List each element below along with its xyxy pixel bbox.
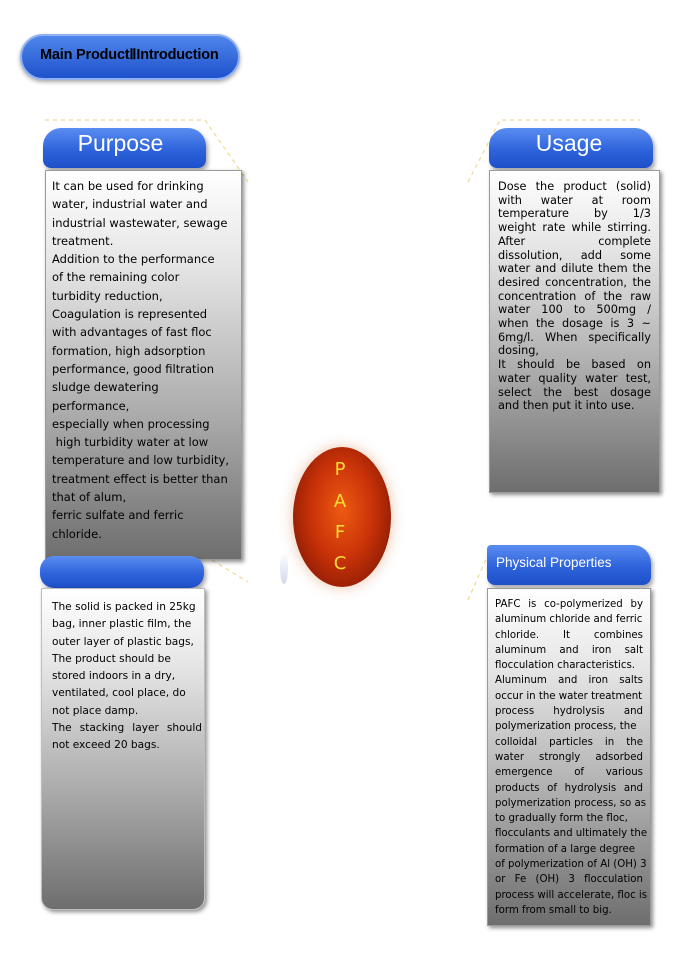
usage-box bbox=[489, 170, 660, 493]
physical-heading: Physical Properties bbox=[496, 555, 612, 570]
physical-box bbox=[487, 588, 651, 926]
pafc-letter-c: C bbox=[333, 553, 347, 574]
storage-text: The solid is packed in 25kg bag, inner plastic film, the outer layer of plastic bags, The product should be stored indoors in a dry, ventilated, cool place, do not place damp. The stacking layer should not exceed 20 bags. bbox=[52, 601, 202, 752]
storage-header bbox=[40, 556, 204, 588]
pafc-letter-p: P bbox=[334, 459, 346, 480]
pafc-letter-a: A bbox=[333, 491, 347, 512]
pafc-emblem bbox=[293, 447, 391, 587]
purpose-heading: Purpose bbox=[77, 130, 164, 156]
purpose-box bbox=[45, 170, 242, 560]
pafc-letter-f: F bbox=[334, 522, 346, 543]
usage-text: Dose the product (solid) with water at room temperature by 1/3 weight rate while stirring. After complete dissolution, add some water and dilute them the desired concentration, the concentration of the raw water 100 to 500mg / when the dosage is 3 ~ 6mg/l. When specifically dosing, It should be based on water quality water test, select the best dosage and then put it into use. bbox=[498, 180, 651, 413]
storage-box bbox=[41, 588, 205, 910]
physical-text: PAFC is co-polymerized by aluminum chloride and ferric chloride. It combines aluminum and iron salt flocculation characteristics. Aluminum and iron salts occur in the water treatment process hydrolysis and polymerization process, the colloidal particles in the water strongly adsorbed emergence of various products of hydrolysis and polymerization process, so as to gradually form the floc, flocculants and ultimately the formation of a large degree of polymerization of Al (OH) 3 or Fe (OH) 3 flocculation process will accelerate, floc is form from small to big. bbox=[495, 599, 648, 916]
physical-header bbox=[487, 545, 651, 585]
purpose-text: It can be used for drinking water, industrial water and industrial wastewater, sewage treatment. Addition to the performance of the remaining color turbidity reduction, Coagulation is represented with advantages of fast floc formation, high adsorption performance, good filtration sludge dewatering performance, especially when processing high turbidity water at low temperature and low turbidity, treatment effect is better than that of alum, ferric sulfate and ferric chloride. bbox=[52, 179, 230, 541]
emblem-reflection bbox=[280, 552, 288, 584]
page-title: Main ProductⅡIntroduction bbox=[40, 47, 219, 63]
usage-header bbox=[489, 128, 653, 168]
usage-heading: Usage bbox=[535, 130, 603, 156]
purpose-header bbox=[43, 128, 206, 168]
